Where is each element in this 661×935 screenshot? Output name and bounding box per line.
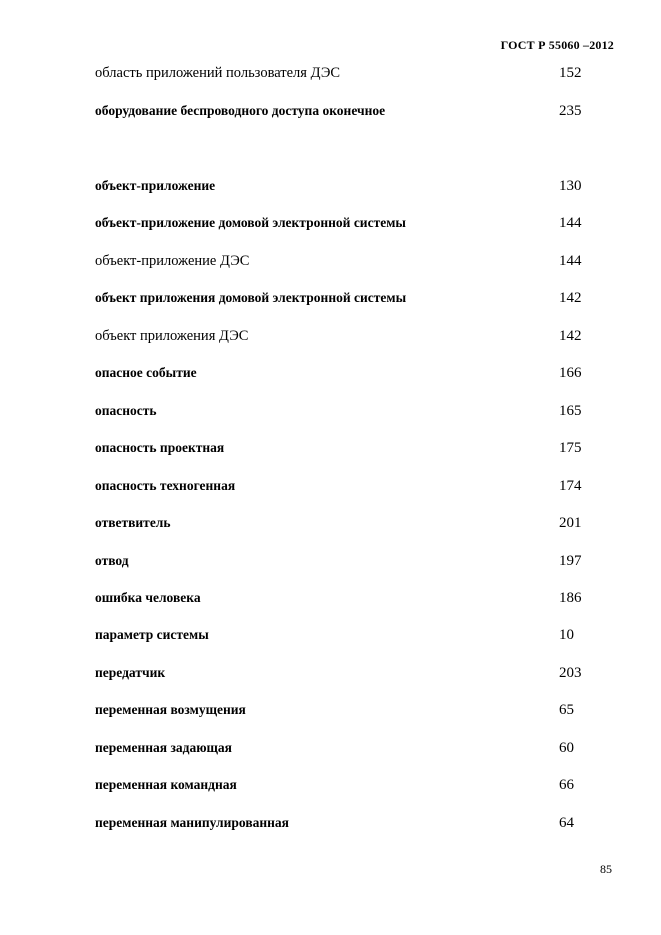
index-entry [95, 662, 615, 684]
index-page-ref: 66 [559, 777, 574, 793]
index-entry [95, 250, 615, 272]
index-entry [95, 212, 615, 234]
index-page-ref: 130 [559, 178, 582, 194]
index-term: переменная командная [95, 777, 237, 792]
index-entry [95, 587, 615, 609]
index-page-ref: 60 [559, 740, 574, 756]
index-entry [95, 475, 615, 497]
index-page-ref: 144 [559, 253, 582, 269]
index-term: опасность [95, 403, 157, 418]
index-term: объект-приложение домовой электронной системы [95, 215, 406, 230]
index-entry [95, 774, 615, 796]
index-page-ref: 144 [559, 215, 582, 231]
index-term: объект приложения ДЭС [95, 328, 249, 344]
index-term: объект приложения домовой электронной системы [95, 290, 407, 305]
index-term: ответвитель [95, 515, 171, 530]
index-page-ref: 142 [559, 290, 582, 306]
index-page-ref: 201 [559, 515, 582, 531]
subject-index-list [95, 0, 615, 935]
index-page-ref: 65 [559, 702, 574, 718]
index-entry [95, 437, 615, 459]
index-entry [95, 325, 615, 347]
index-page-ref: 175 [559, 440, 582, 456]
index-page-ref: 186 [559, 590, 582, 606]
index-page-ref: 64 [559, 815, 574, 831]
index-entry [95, 62, 615, 84]
index-entry [95, 699, 615, 721]
index-term: область приложений пользователя ДЭС [95, 65, 341, 81]
index-term: опасное событие [95, 365, 197, 380]
index-page-ref: 197 [559, 553, 582, 569]
index-term: отвод [95, 553, 129, 568]
index-entry [95, 362, 615, 384]
index-entry [95, 400, 615, 422]
index-entry [95, 175, 615, 197]
index-entry [95, 737, 615, 759]
index-term: передатчик [95, 665, 166, 680]
index-term: опасность техногенная [95, 478, 236, 493]
index-page-ref: 165 [559, 403, 582, 419]
index-term: объект-приложение ДЭС [95, 253, 250, 269]
document-code: ГОСТ Р 55060 –2012 [500, 38, 614, 52]
index-entry [95, 512, 615, 534]
index-entry [95, 812, 615, 834]
index-entry [95, 624, 615, 646]
index-term: опасность проектная [95, 440, 225, 455]
index-page-ref: 203 [559, 665, 582, 681]
index-page-ref: 235 [559, 103, 582, 119]
index-entry [95, 287, 615, 309]
index-term: объект-приложение [95, 178, 216, 193]
index-page-ref: 166 [559, 365, 582, 381]
index-entry [95, 550, 615, 572]
index-page-ref: 142 [559, 328, 582, 344]
index-term: переменная возмущения [95, 702, 246, 717]
index-page-ref: 152 [559, 65, 582, 81]
index-page-ref: 174 [559, 478, 582, 494]
index-term: переменная манипулированная [95, 815, 289, 830]
index-term: оборудование беспроводного доступа оконечное [95, 103, 386, 118]
index-term: ошибка человека [95, 590, 201, 605]
index-term: переменная задающая [95, 740, 232, 755]
index-entry [95, 100, 615, 122]
page-number: 85 [600, 862, 612, 876]
index-term: параметр системы [95, 627, 209, 642]
index-page-ref: 10 [559, 627, 574, 643]
